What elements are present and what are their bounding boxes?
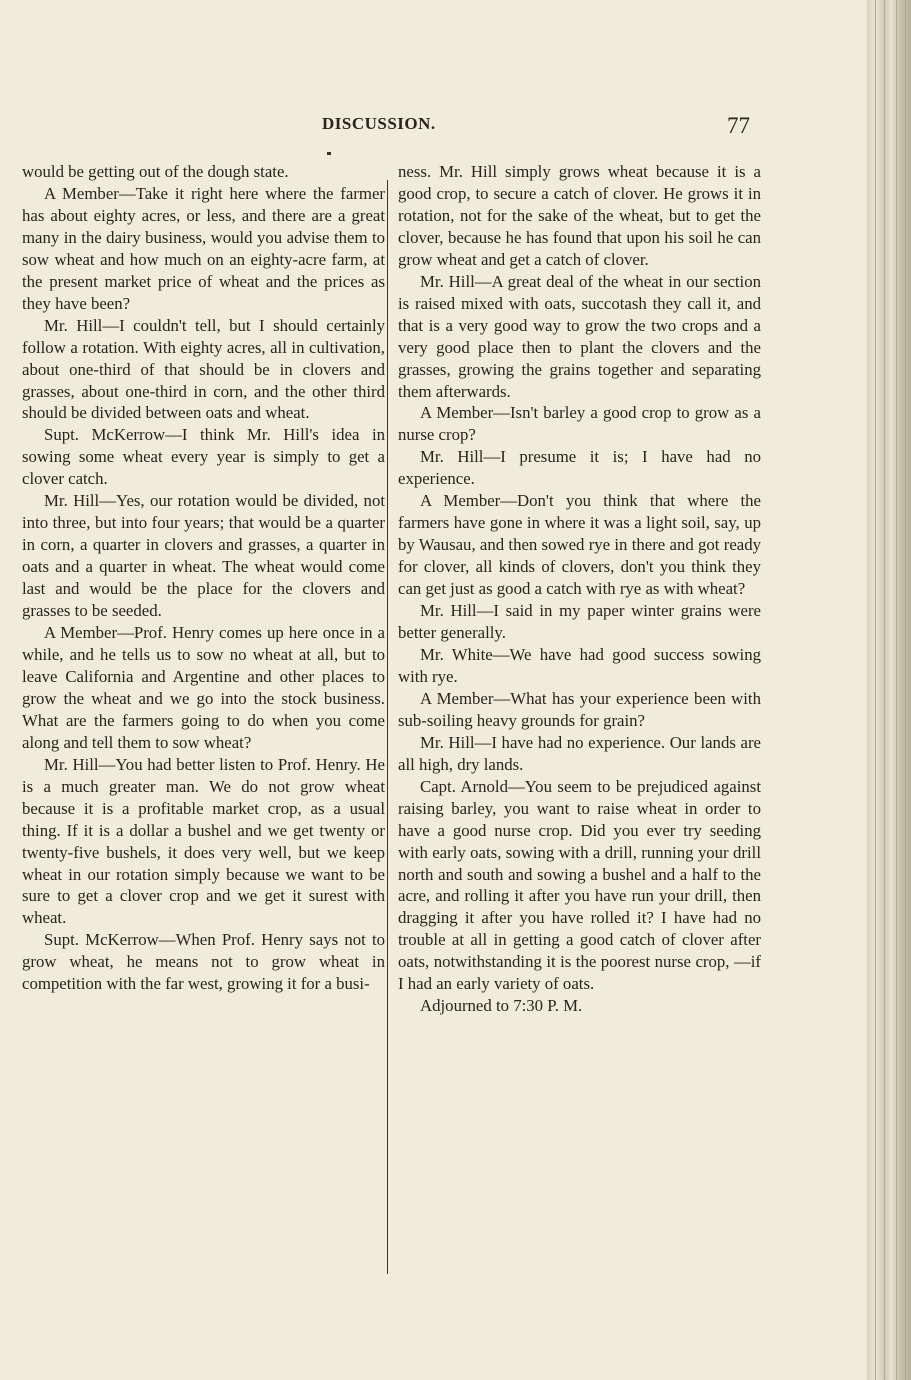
paragraph: A Member—Don't you think that where the farmers have gone in where it was a light soil, say, up by Wausau, and then sowed rye in there and got ready for clover, all kinds of clovers, don't you think they can get just as good a catch with rye as with wheat? xyxy=(398,491,761,599)
paragraph: Mr. White—We have had good success sowing with rye. xyxy=(398,644,761,686)
page-title: DISCUSSION. xyxy=(322,114,436,133)
paragraph: Mr. Hill—A great deal of the wheat in our section is raised mixed with oats, succotash they call it, and that is a very good way to grow the two crops and a very good place then to plant the clovers and the grasses, growing the grains together and separating them afterwards. xyxy=(398,271,761,401)
paragraph: Mr. Hill—I said in my paper winter grains were better generally. xyxy=(398,601,761,643)
header-ornament xyxy=(327,152,331,155)
paragraph: Mr. Hill—Yes, our rotation would be divided, not into three, but into four years; that would be a quarter in corn, a quarter in clovers and grasses, a quarter in oats and a quarter in wheat. The wheat would come last and would be the place for the clovers and grasses to be seeded. xyxy=(22,491,385,621)
paragraph: Mr. Hill—I have had no experience. Our lands are all high, dry lands. xyxy=(398,732,761,774)
paragraph: A Member—Prof. Henry comes up here once in a while, and he tells us to sow no wheat at all, but to leave California and Argentine and other places to grow the wheat and we go into the stock business. What are the farmers going to do when you come along and tell them to sow wheat? xyxy=(22,623,385,752)
page-number: 77 xyxy=(727,113,750,138)
book-page-edge xyxy=(867,0,911,1380)
paragraph: would be getting out of the dough state. xyxy=(22,162,289,181)
paragraph: ness. Mr. Hill simply grows wheat because it is a good crop, to secure a catch of clover. He grows it in rotation, not for the sake of the wheat, but to get the clover, because he has found that upon his soil he can grow wheat and get a catch of clover. xyxy=(398,162,761,269)
paragraph: A Member—What has your experience been with sub-soiling heavy grounds for grain? xyxy=(398,688,761,730)
paragraph: Supt. McKerrow—I think Mr. Hill's idea in sowing some wheat every year is simply to get a clover catch. xyxy=(22,425,385,489)
paragraph: A Member—Isn't barley a good crop to grow as a nurse crop? xyxy=(398,403,761,445)
column-divider xyxy=(387,180,388,1274)
paragraph: Mr. Hill—I couldn't tell, but I should certainly follow a rotation. With eighty acres, all in cultivation, about one-third of that should be in clovers and grasses, about one-third in corn, and the other third should be divided between oats and wheat. xyxy=(22,315,385,423)
paragraph: Mr. Hill—I presume it is; I have had no experience. xyxy=(398,447,761,489)
paragraph: Mr. Hill—You had better listen to Prof. Henry. He is a much greater man. We do not grow wheat because it is a profitable market crop, as a usual thing. If it is a dollar a bushel and we get twenty or twenty-five bushels, it does very well, but we keep wheat in our rotation simply because we want to be sure to get a clover crop and we get it surest with wheat. xyxy=(22,754,385,928)
paragraph: Capt. Arnold—You seem to be prejudiced against raising barley, you want to raise wheat in order to have a good nurse crop. Did you ever try seeding with early oats, sowing with a drill, running your drill north and south and sowing a bushel and a half to the acre, and rolling it after you have run your drill, then dragging it after you have rolled it? I have had no trouble at all in getting a good catch of clover after oats, notwithstanding it is the poorest nurse crop, —if I had an early variety of oats. xyxy=(398,776,761,994)
paragraph: A Member—Take it right here where the farmer has about eighty acres, or less, and there are a great many in the dairy business, would you advise them to sow wheat and how much on an eighty-acre farm, at the present market price of wheat and the prices as they have been? xyxy=(22,183,385,313)
right-column xyxy=(398,161,761,1017)
paragraph: Adjourned to 7:30 P. M. xyxy=(420,996,583,1016)
left-column xyxy=(22,161,385,995)
paragraph: Supt. McKerrow—When Prof. Henry says not to grow wheat, he means not to grow wheat in competition with the far west, growing it for a busi- xyxy=(22,930,385,994)
